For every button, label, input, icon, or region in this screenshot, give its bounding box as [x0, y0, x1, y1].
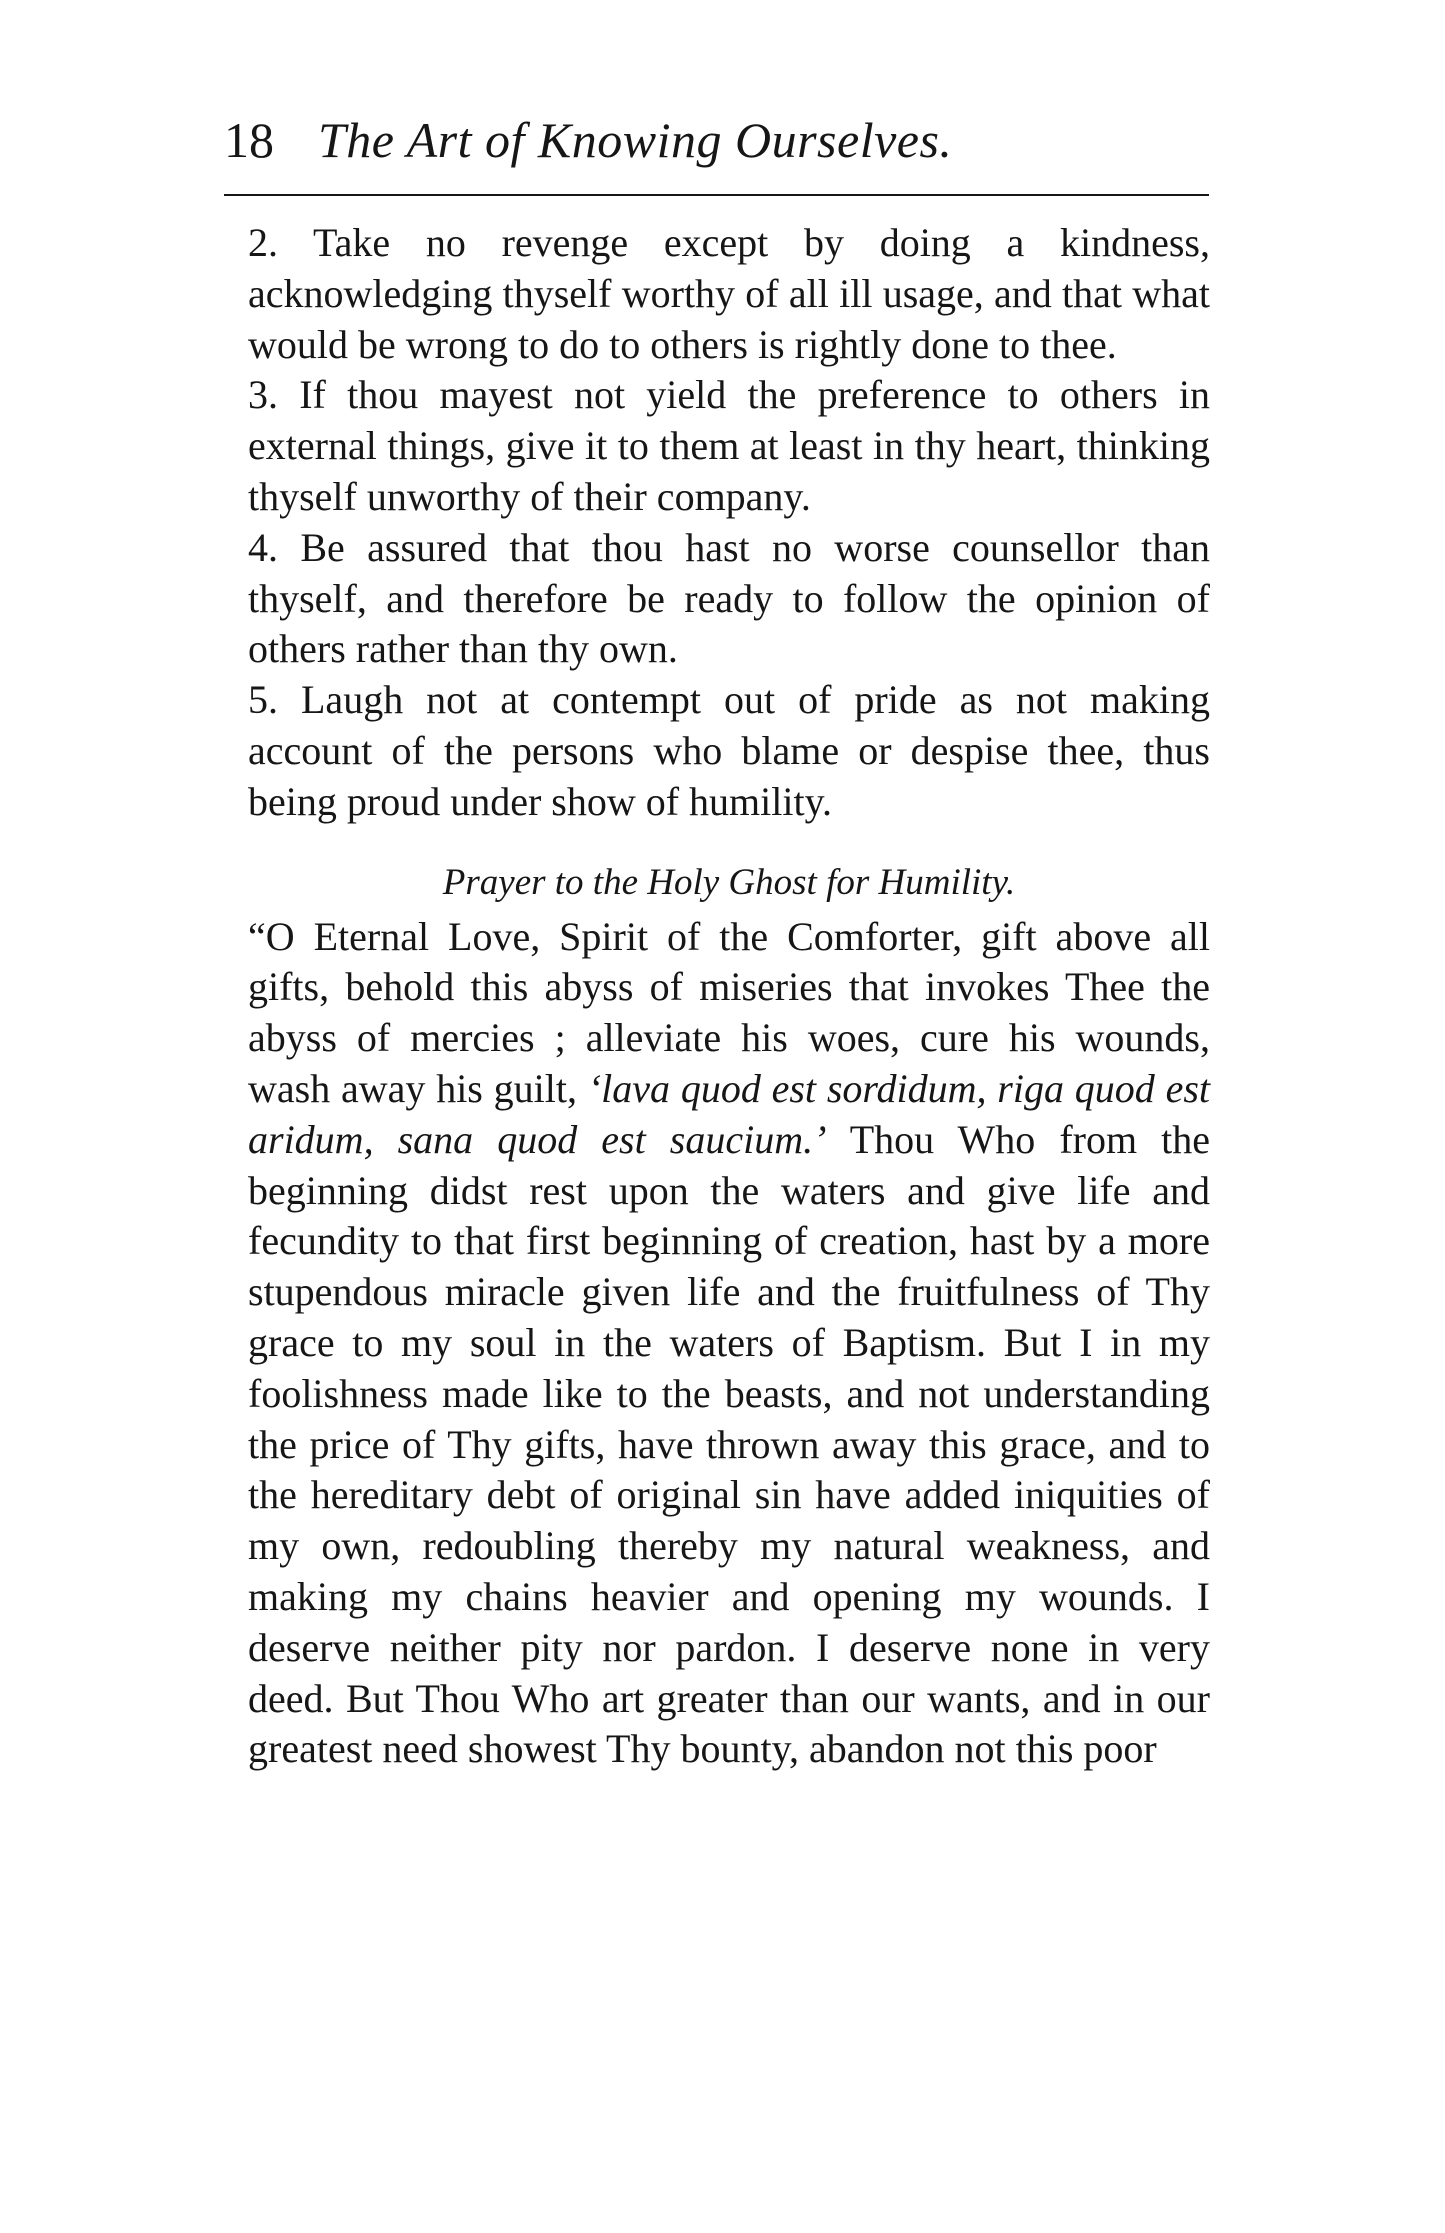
prayer-heading: Prayer to the Holy Ghost for Humility. [442, 861, 1016, 903]
item-number: 2. [248, 220, 278, 265]
rule-item-3 [224, 370, 1210, 522]
item-text: Laugh not at contempt out of pride as not making account of the persons who blame or despise thee, thus being proud under show of humility. [248, 677, 1210, 824]
prayer-text [224, 912, 1210, 1776]
item-number: 4. [248, 524, 278, 570]
item-text: Be assured that thou hast no worse counsellor than thyself, and therefore be ready to follow the opinion of others rather than thy own. [248, 524, 1211, 672]
item-number: 3. [248, 372, 278, 418]
item-text: If thou mayest not yield the preference to others in external things, give it to them at least in thy heart, thinking thyself unworthy of their company. [248, 372, 1210, 519]
prayer-text-before-latin: “O Eternal Love, Spirit of the Comforter, gift above all gifts, behold this abyss of miseries that invokes Thee the abyss of mercies ; alleviate his woes, cure his wounds, wash away his guilt, [248, 913, 1210, 1111]
running-title: The Art of Knowing Ourselves. [318, 112, 953, 168]
rule-item-2 [224, 218, 1210, 370]
item-text: Take no revenge except by doing a kindness, acknowledging thyself worthy of all ill usage, and that what would be wrong to do to others is rightly done to thee. [248, 220, 1210, 367]
item-number: 5. [248, 677, 278, 723]
prayer-latin-quote: ‘lava quod est sordidum, riga quod est aridum, sana quod est saucium.’ [248, 1065, 1211, 1162]
prayer-text-after-latin: Thou Who from the beginning didst rest upon the waters and give life and fecundity to that first beginning of creation, hast by a more stupendous miracle given life and the fruitfulness of Thy grace to my soul in the waters of Baptism. But I in my foolishness made like to the beasts, and not understanding the price of Thy gifts, have thrown away this grace, and to the hereditary debt of original sin have added iniquities of my own, redoubling thereby my natural weakness, and making my chains heavier and opening my wounds. I deserve neither pity nor pardon. I deserve none in very deed. But Thou Who art greater than our wants, and in our greatest need showest Thy bounty, abandon not this poor [248, 1116, 1210, 1772]
rule-item-4 [224, 523, 1210, 675]
rule-item-5 [224, 675, 1210, 827]
running-head [224, 100, 1210, 180]
header-rule [224, 194, 1209, 196]
page-number: 18 [224, 112, 274, 168]
book-page [224, 100, 1210, 1775]
